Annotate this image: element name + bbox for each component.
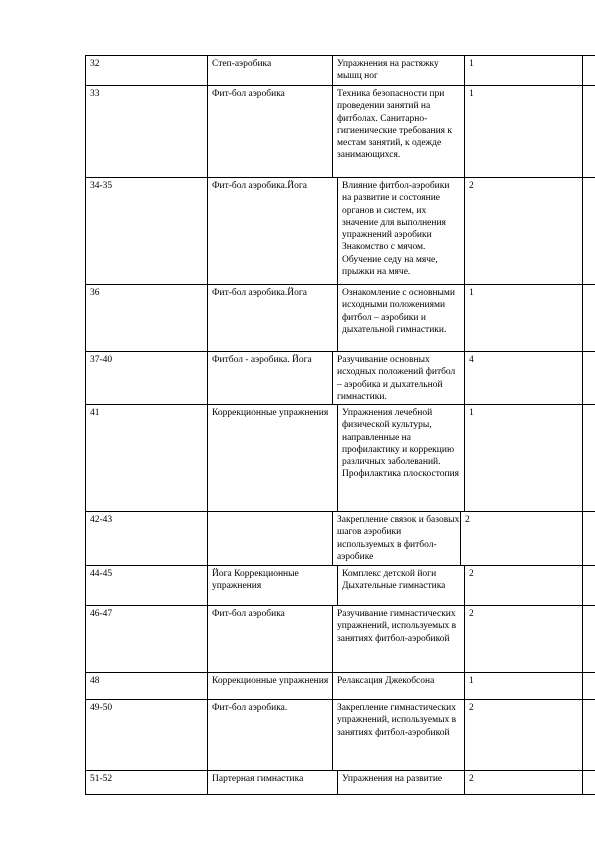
activity-type-cell: Фит-бол аэробика.Йога bbox=[207, 285, 332, 352]
table-row bbox=[85, 565, 595, 606]
lesson-number-cell: 37-40 bbox=[85, 352, 207, 405]
lesson-content-cell: Техника безопасности при проведении занятий на фитболах. Санитарно-гигиенические требования к местам занятий, к одежде занимающихся. bbox=[332, 86, 464, 178]
extra-cell bbox=[582, 606, 595, 673]
activity-type-cell: Фит-бол аэробика.Йога bbox=[207, 178, 332, 285]
extra-cell bbox=[582, 566, 595, 606]
lesson-number-cell: 41 bbox=[85, 405, 207, 512]
lesson-plan-table bbox=[85, 55, 595, 793]
extra-cell bbox=[582, 352, 595, 405]
table-row bbox=[85, 55, 595, 86]
lesson-content-cell: Ознакомление с основными исходными положениями фитбол – аэробики и дыхательной гимнастики. bbox=[337, 285, 464, 352]
extra-cell bbox=[582, 771, 595, 794]
lesson-number-cell: 44-45 bbox=[85, 566, 207, 606]
table-row bbox=[85, 511, 595, 566]
activity-type-cell: Йога Коррекционные упражнения bbox=[207, 566, 332, 606]
extra-cell bbox=[582, 512, 595, 566]
lesson-content-cell: Закрепление связок и базовых шагов аэробики используемых в фитбол-аэробике bbox=[332, 512, 464, 566]
extra-cell bbox=[582, 86, 595, 178]
extra-cell bbox=[582, 285, 595, 352]
table-row bbox=[85, 605, 595, 673]
lesson-number-cell: 46-47 bbox=[85, 606, 207, 673]
hours-cell: 2 bbox=[460, 512, 582, 566]
table-row bbox=[85, 284, 595, 352]
lesson-content-cell: Закрепление гимнастических упражнений, используемых в занятиях фитбол-аэробикой bbox=[332, 700, 464, 771]
hours-cell: 1 bbox=[464, 86, 582, 178]
lesson-content-cell: Разучивание основных исходных положений фитбол – аэробика и дыхательной гимнастики. bbox=[332, 352, 464, 405]
lesson-content-cell: Влияние фитбол-аэробики на развитие и состояние органов и систем, их значение для выполнения упражнений аэробики Знакомство с мячом. Обучение седу на мяче, прыжки на мяче. bbox=[337, 178, 464, 285]
table-row bbox=[85, 351, 595, 405]
lesson-number-cell: 51-52 bbox=[85, 771, 207, 794]
activity-type-cell: Партерная гимнастика bbox=[207, 771, 332, 794]
hours-cell: 2 bbox=[464, 566, 582, 606]
lesson-content-cell: Релаксация Джекобсона bbox=[332, 673, 464, 700]
lesson-number-cell: 34-35 bbox=[85, 178, 207, 285]
hours-cell: 1 bbox=[464, 285, 582, 352]
table-row bbox=[85, 672, 595, 700]
lesson-number-cell: 48 bbox=[85, 673, 207, 700]
table-row bbox=[85, 770, 595, 795]
lesson-content-cell: Упражнения на развитие bbox=[337, 771, 464, 794]
activity-type-cell bbox=[207, 512, 337, 566]
hours-cell: 2 bbox=[464, 700, 582, 771]
activity-type-cell: Фит-бол аэробика bbox=[207, 86, 332, 178]
extra-cell bbox=[582, 700, 595, 771]
lesson-content-cell: Разучивание гимнастических упражнений, используемых в занятиях фитбол-аэробикой bbox=[332, 606, 464, 673]
extra-cell bbox=[582, 405, 595, 512]
table-row bbox=[85, 404, 595, 512]
hours-cell: 2 bbox=[464, 178, 582, 285]
activity-type-cell: Фитбол - аэробика. Йога bbox=[207, 352, 332, 405]
lesson-number-cell: 36 bbox=[85, 285, 207, 352]
hours-cell: 2 bbox=[464, 606, 582, 673]
hours-cell: 4 bbox=[464, 352, 582, 405]
lesson-content-cell: Упражнения лечебной физической культуры, направленные на профилактику и коррекцию различных заболеваний. Профилактика плоскостопия bbox=[337, 405, 464, 512]
lesson-content-cell: Упражнения на растяжку мышц ног bbox=[332, 56, 464, 86]
lesson-number-cell: 32 bbox=[85, 56, 207, 86]
lesson-content-cell: Комплекс детской йоги Дыхательные гимнастика bbox=[337, 566, 464, 606]
hours-cell: 1 bbox=[464, 673, 582, 700]
extra-cell bbox=[582, 178, 595, 285]
table-row bbox=[85, 177, 595, 285]
hours-cell: 2 bbox=[464, 771, 582, 794]
lesson-number-cell: 49-50 bbox=[85, 700, 207, 771]
hours-cell: 1 bbox=[464, 405, 582, 512]
hours-cell: 1 bbox=[464, 56, 582, 86]
extra-cell bbox=[582, 56, 595, 86]
lesson-number-cell: 33 bbox=[85, 86, 207, 178]
activity-type-cell: Степ-аэробика bbox=[207, 56, 332, 86]
activity-type-cell: Фит-бол аэробика bbox=[207, 606, 332, 673]
extra-cell bbox=[582, 673, 595, 700]
activity-type-cell: Фит-бол аэробика. bbox=[207, 700, 332, 771]
activity-type-cell: Коррекционные упражнения bbox=[207, 673, 332, 700]
table-row bbox=[85, 699, 595, 771]
table-row bbox=[85, 85, 595, 178]
lesson-number-cell: 42-43 bbox=[85, 512, 207, 566]
activity-type-cell: Коррекционные упражнения bbox=[207, 405, 332, 512]
